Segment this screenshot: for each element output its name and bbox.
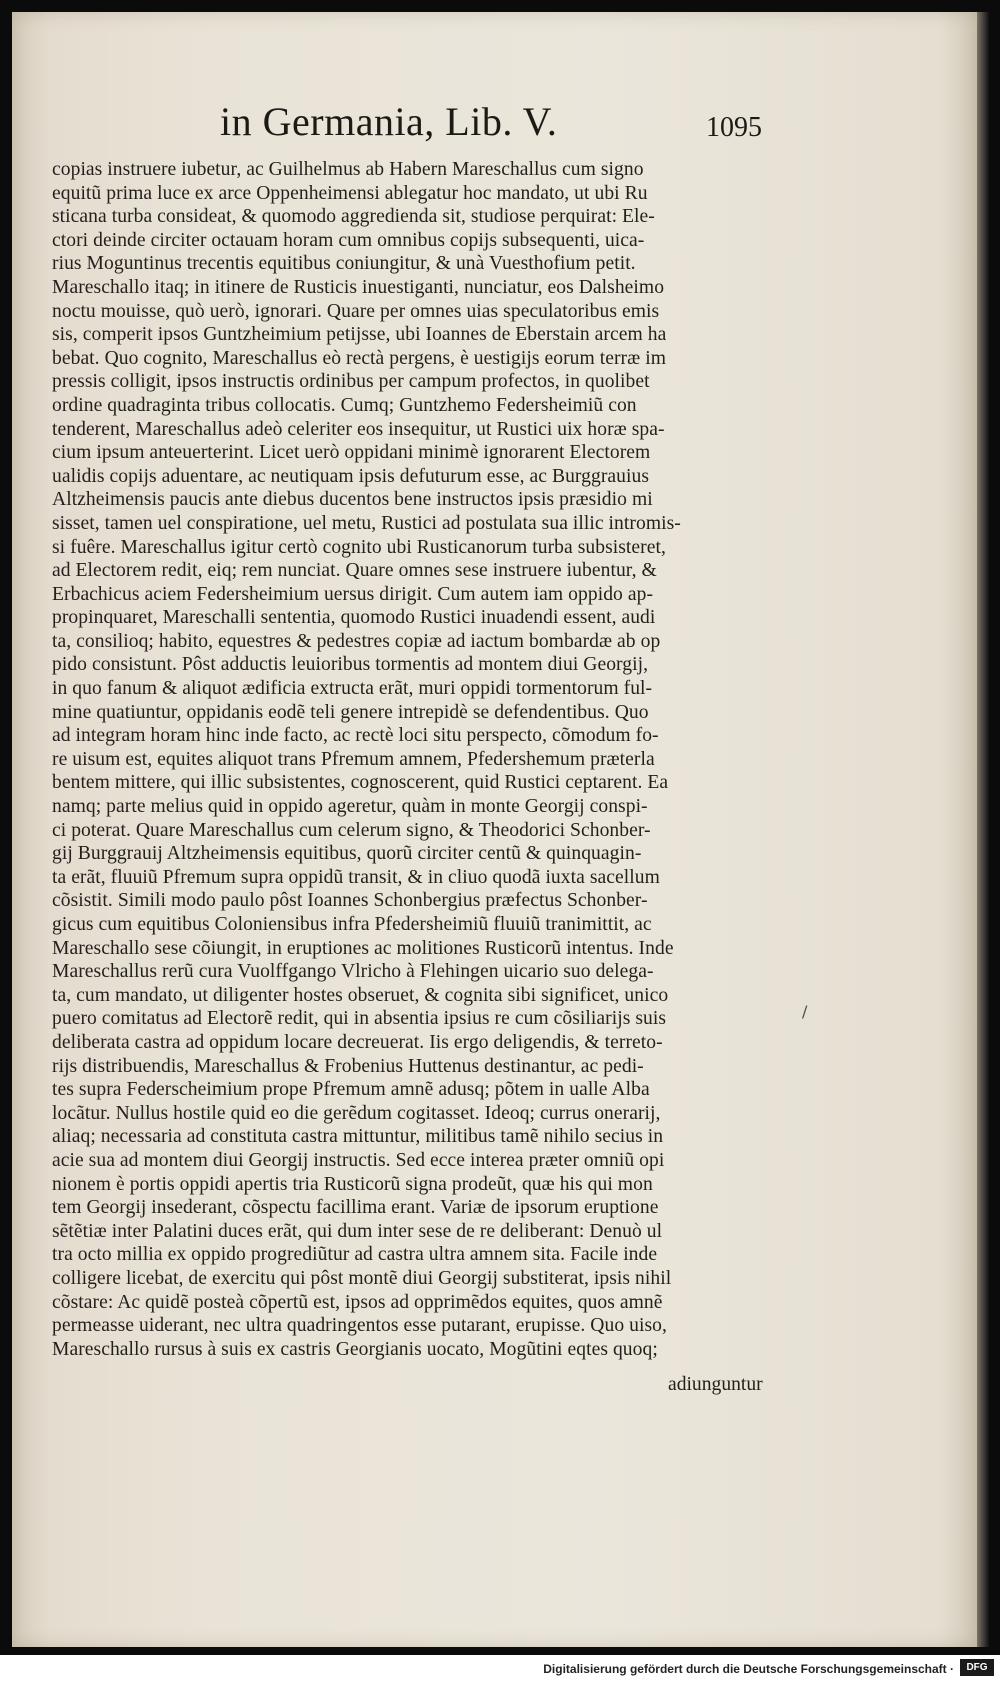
body-line: tenderent, Mareschallus adeò celeriter eos insequitur, ut Rustici uix horæ spa- bbox=[52, 418, 665, 440]
body-line: puero comitatus ad Electorẽ redit, qui in absentia ipsius re cum cõsiliarijs suis bbox=[52, 1008, 667, 1030]
page-number: 1095 bbox=[706, 112, 762, 143]
body-line: locãtur. Nullus hostile quid eo die gerẽdum cogitasset. Ideoq; currus onerarij, bbox=[52, 1102, 661, 1124]
body-line: re uisum est, equites aliquot trans Pfremum amnem, Pfedershemum præterla bbox=[52, 748, 655, 770]
body-line: sis, comperit ipsos Guntzheimium petijsse, ubi Ioannes de Eberstain arcem ha bbox=[52, 324, 667, 346]
body-line: acie sua ad montem diui Georgij instructis. Sed ecce interea præter omniũ opi bbox=[52, 1149, 665, 1171]
body-line: pido consistunt. Pôst adductis leuioribus tormentis ad montem diui Georgij, bbox=[52, 654, 649, 676]
body-line: tra octo millia ex oppido progrediũtur ad castra ultra amnem sita. Facile inde bbox=[52, 1244, 658, 1266]
body-line: cium ipsum anteuerterint. Licet uerò oppidani minimè ignorarent Electorem bbox=[52, 442, 651, 464]
body-line: colligere licebat, de exercitu qui pôst montẽ diui Georgij substiterat, ipsis nihil bbox=[52, 1267, 672, 1289]
body-line: rius Moguntinus trecentis equitibus coniungitur, & unà Vuesthofium petit. bbox=[52, 253, 636, 275]
body-line: ad Electorem redit, eiq; rem nunciat. Quare omnes sese instruere iubentur, & bbox=[52, 560, 657, 582]
body-line: sticana turba consideat, & quomodo aggredienda sit, studiose perquirat: Ele- bbox=[52, 206, 655, 228]
body-line: gicus cum equitibus Coloniensibus infra Pfedersheimiũ fluuiũ tranimittit, ac bbox=[52, 914, 652, 935]
body-line: bebat. Quo cognito, Mareschallus eò rectà pergens, è uestigijs eorum terræ im bbox=[52, 347, 666, 369]
body-line: ta, cum mandato, ut diligenter hostes obseruet, & cognita sibi significet, unico bbox=[52, 984, 669, 1006]
body-line: ordine quadraginta tribus collocatis. Cumq; Guntzhemo Federsheimiũ con bbox=[52, 394, 637, 416]
body-line: Mareschallo sese cõiungit, in eruptiones ac molitiones Rusticorũ intentus. Inde bbox=[52, 937, 674, 959]
body-line: in quo fanum & aliquot ædificia extructa erãt, muri oppidi tormentorum ful- bbox=[52, 678, 653, 700]
body-line: pressis colligit, ipsos instructis ordinibus per campum profectos, in quolibet bbox=[52, 371, 650, 393]
footer-bar bbox=[0, 1655, 1000, 1683]
body-line: Erbachicus aciem Federsheimium uersus dirigit. Cum autem iam oppido ap- bbox=[52, 583, 654, 605]
body-line: mine quatiuntur, oppidanis eodẽ teli genere intrepidè se defendentibus. Quo bbox=[52, 701, 649, 723]
body-line: Altzheimensis paucis ante diebus ducentos bene instructos ipsis præsidio mi bbox=[52, 489, 653, 511]
body-line: tem Georgij insederant, cõspectu facillima erant. Variæ de ipsorum eruptione bbox=[52, 1197, 659, 1219]
body-line: copias instruere iubetur, ac Guilhelmus ab Habern Mareschallus cum signo bbox=[52, 159, 644, 180]
body-line: aliaq; necessaria ad constituta castra mittuntur, militibus tamẽ nihilo secius in bbox=[52, 1126, 664, 1148]
body-line: ta erãt, fluuiũ Pfremum supra oppidũ transit, & in cliuo quodã iuxta sacellum bbox=[52, 866, 660, 888]
body-line: cõsistit. Simili modo paulo pôst Ioannes Schonbergius præfectus Schonber- bbox=[52, 890, 648, 912]
body-line: Mareschallus rerũ cura Vuolffgango Vlricho à Flehingen uicario suo delega- bbox=[52, 961, 654, 983]
margin-mark: / bbox=[802, 1002, 808, 1021]
body-line: cõstare: Ac quidẽ posteà cõpertũ est, ipsos ad opprimẽdos equites, quos amnẽ bbox=[52, 1291, 663, 1313]
body-text bbox=[52, 158, 782, 1361]
body-line: si fuêre. Mareschallus igitur certò cognito ubi Rusticanorum turba subsisteret, bbox=[52, 536, 666, 558]
body-line: tes supra Federscheimium prope Pfremum amnẽ adusq; põtem in ualle Alba bbox=[52, 1079, 650, 1101]
body-line: nionem è portis oppidi apertis tria Rusticorũ signa prodeũt, quæ his qui mon bbox=[52, 1173, 653, 1195]
dfg-logo: DFG bbox=[960, 1659, 994, 1676]
page-edge-shadow bbox=[977, 12, 989, 1647]
catchword: adiunguntur bbox=[668, 1374, 763, 1395]
body-line: Mareschallo rursus à suis ex castris Georgianis uocato, Mogũtini eqtes quoq; bbox=[52, 1338, 658, 1360]
footer-credit: Digitalisierung gefördert durch die Deutsche Forschungsgemeinschaft · bbox=[543, 1662, 954, 1676]
body-line: ci poterat. Quare Mareschallus cum celerum signo, & Theodorici Schonber- bbox=[52, 819, 651, 841]
body-line: Mareschallo itaq; in itinere de Rusticis inuestiganti, nunciatur, eos Dalsheimo bbox=[52, 276, 665, 298]
body-line: ad integram horam hinc inde facto, ac rectè loci situ perspecto, cõmodum fo- bbox=[52, 725, 659, 747]
body-line: ta, consilioq; habito, equestres & pedestres copiæ ad iactum bombardæ ab op bbox=[52, 630, 661, 652]
body-line: gij Burggrauij Altzheimensis equitibus, quorũ circiter centũ & quinquagin- bbox=[52, 843, 642, 865]
body-line: sisset, tamen uel conspiratione, uel metu, Rustici ad postulata sua illic intromis- bbox=[52, 512, 681, 534]
body-line: deliberata castra ad oppidum locare decreuerat. Iis ergo deligendis, & terreto- bbox=[52, 1031, 663, 1053]
body-line: propinquaret, Mareschalli sententia, quomodo Rustici inuadendi essent, audi bbox=[52, 607, 656, 629]
body-line: sẽtẽtiæ inter Palatini duces erãt, qui dum inter sese de re deliberant: Denuò ul bbox=[52, 1220, 663, 1242]
body-line: rijs distribuendis, Mareschallus & Frobenius Huttenus destinantur, ac pedi- bbox=[52, 1055, 644, 1077]
running-title: in Germania, Lib. V. bbox=[220, 99, 558, 144]
body-line: bentem mittere, qui illic subsistentes, cognoscerent, quid Rustici ceptarent. Ea bbox=[52, 772, 669, 794]
body-line: namq; parte melius quid in oppido ageretur, quàm in monte Georgij conspi- bbox=[52, 796, 648, 818]
body-line: noctu mouisse, quò uerò, ignorari. Quare per omnes uias speculatoribus emis bbox=[52, 300, 660, 322]
body-line: ctori deinde circiter octauam horam cum omnibus copijs subsequenti, uica- bbox=[52, 229, 645, 251]
body-line: permeasse uiderant, nec ultra quadringentos esse putarant, erupisse. Quo uiso, bbox=[52, 1315, 667, 1337]
body-line: ualidis copijs aduentare, ac neutiquam ipsis defuturum esse, ac Burggrauius bbox=[52, 465, 650, 487]
body-line: equitũ prima luce ex arce Oppenheimensi ablegatur hoc mandato, ut ubi Ru bbox=[52, 182, 648, 204]
